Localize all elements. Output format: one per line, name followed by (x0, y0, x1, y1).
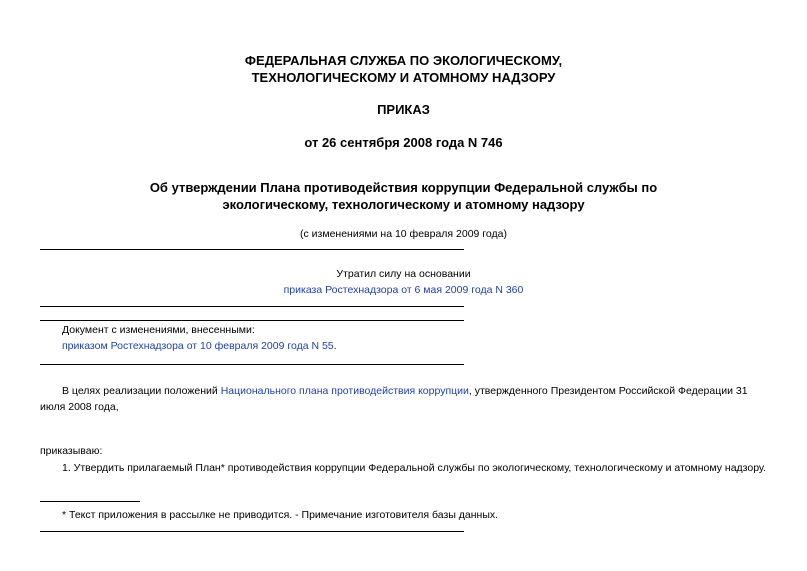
divider-5 (40, 531, 464, 532)
lost-force-text: Утратил силу на основании (336, 268, 471, 280)
amendments-note: (с изменениями на 10 февраля 2009 года) (300, 228, 507, 240)
divider-1 (40, 249, 464, 250)
changes-link-suffix: . (333, 340, 337, 352)
document-subject-line1: Об утверждении Плана противодействия коррупции Федеральной службы по (149, 180, 658, 195)
document-type: ПРИКАЗ (377, 102, 430, 117)
document-date-number: от 26 сентября 2008 года N 746 (304, 135, 503, 150)
preamble-prefix: В целях реализации положений (62, 385, 221, 397)
divider-3 (40, 320, 464, 321)
document-subject-line2: экологическому, технологическому и атомному надзору (222, 197, 585, 212)
footnote-text: * Текст приложения в рассылке не приводится. - Примечание изготовителя базы данных. (62, 509, 499, 521)
changes-link[interactable]: приказом Ростехнадзора от 10 февраля 2009 года N 55 (62, 340, 334, 352)
preamble-suffix: , утвержденного Президентом Российской Федерации 31 июля 2008 года, (40, 385, 748, 413)
divider-4 (40, 364, 464, 365)
item-1-paragraph: 1. Утвердить прилагаемый План* противодействия коррупции Федеральной службы по экологическому, технологическому и атомному надзору. (62, 462, 767, 474)
agency-name-line2: ТЕХНОЛОГИЧЕСКОМУ И АТОМНОМУ НАДЗОРУ (251, 70, 556, 85)
footnote-separator (40, 501, 140, 502)
changes-label: Документ с изменениями, внесенными: (62, 324, 255, 336)
lost-force-link[interactable]: приказа Ростехнадзора от 6 мая 2009 года N 360 (283, 284, 524, 296)
preamble-paragraph (40, 383, 768, 415)
national-plan-link[interactable]: Национального плана противодействия коррупции (220, 385, 469, 397)
agency-name-line1: ФЕДЕРАЛЬНАЯ СЛУЖБА ПО ЭКОЛОГИЧЕСКОМУ, (244, 53, 563, 68)
decree-word: приказываю: (40, 445, 103, 457)
divider-2 (40, 306, 464, 307)
